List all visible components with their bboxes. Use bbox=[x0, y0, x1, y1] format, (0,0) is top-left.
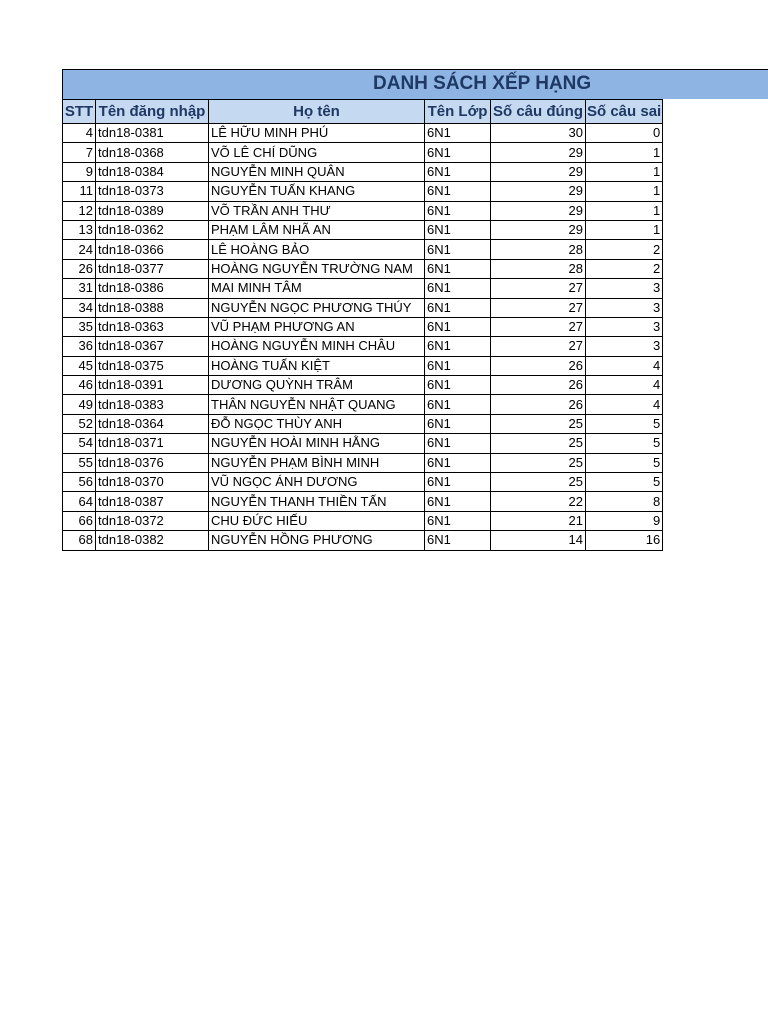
cell-wrong: 5 bbox=[586, 453, 663, 472]
cell-wrong: 5 bbox=[586, 434, 663, 453]
cell-class: 6N1 bbox=[425, 356, 491, 375]
cell-class: 6N1 bbox=[425, 182, 491, 201]
cell-username: tdn18-0363 bbox=[96, 317, 209, 336]
cell-username: tdn18-0362 bbox=[96, 220, 209, 239]
table-row bbox=[63, 220, 663, 239]
table-row bbox=[63, 337, 663, 356]
cell-username: tdn18-0382 bbox=[96, 531, 209, 550]
cell-correct: 28 bbox=[491, 240, 586, 259]
table-row bbox=[63, 298, 663, 317]
cell-correct: 26 bbox=[491, 376, 586, 395]
cell-stt: 45 bbox=[63, 356, 96, 375]
cell-correct: 29 bbox=[491, 220, 586, 239]
cell-stt: 46 bbox=[63, 376, 96, 395]
cell-class: 6N1 bbox=[425, 414, 491, 433]
cell-correct: 27 bbox=[491, 279, 586, 298]
cell-correct: 29 bbox=[491, 201, 586, 220]
cell-wrong: 3 bbox=[586, 337, 663, 356]
cell-fullname: HOÀNG TUẤN KIỆT bbox=[209, 356, 425, 375]
cell-stt: 4 bbox=[63, 124, 96, 143]
cell-class: 6N1 bbox=[425, 511, 491, 530]
cell-correct: 30 bbox=[491, 124, 586, 143]
cell-wrong: 2 bbox=[586, 259, 663, 278]
cell-username: tdn18-0376 bbox=[96, 453, 209, 472]
cell-correct: 26 bbox=[491, 356, 586, 375]
cell-stt: 55 bbox=[63, 453, 96, 472]
cell-wrong: 2 bbox=[586, 240, 663, 259]
cell-username: tdn18-0366 bbox=[96, 240, 209, 259]
cell-class: 6N1 bbox=[425, 473, 491, 492]
cell-class: 6N1 bbox=[425, 201, 491, 220]
cell-stt: 66 bbox=[63, 511, 96, 530]
cell-fullname: MAI MINH TÂM bbox=[209, 279, 425, 298]
cell-fullname: HOÀNG NGUYỄN TRƯỜNG NAM bbox=[209, 259, 425, 278]
cell-stt: 31 bbox=[63, 279, 96, 298]
cell-class: 6N1 bbox=[425, 220, 491, 239]
cell-stt: 24 bbox=[63, 240, 96, 259]
cell-correct: 27 bbox=[491, 298, 586, 317]
cell-class: 6N1 bbox=[425, 453, 491, 472]
cell-wrong: 3 bbox=[586, 317, 663, 336]
cell-fullname: THÂN NGUYỄN NHẬT QUANG bbox=[209, 395, 425, 414]
cell-username: tdn18-0391 bbox=[96, 376, 209, 395]
cell-username: tdn18-0386 bbox=[96, 279, 209, 298]
cell-correct: 29 bbox=[491, 182, 586, 201]
cell-fullname: VÕ LÊ CHÍ DŨNG bbox=[209, 143, 425, 162]
cell-fullname: PHẠM LÂM NHÃ AN bbox=[209, 220, 425, 239]
cell-username: tdn18-0367 bbox=[96, 337, 209, 356]
header-row bbox=[63, 100, 663, 124]
cell-stt: 9 bbox=[63, 162, 96, 181]
cell-username: tdn18-0387 bbox=[96, 492, 209, 511]
cell-wrong: 4 bbox=[586, 376, 663, 395]
cell-wrong: 1 bbox=[586, 143, 663, 162]
cell-class: 6N1 bbox=[425, 337, 491, 356]
table-row bbox=[63, 395, 663, 414]
cell-fullname: LÊ HOÀNG BẢO bbox=[209, 240, 425, 259]
table-row bbox=[63, 240, 663, 259]
cell-stt: 7 bbox=[63, 143, 96, 162]
table-row bbox=[63, 414, 663, 433]
ranking-table bbox=[62, 99, 663, 551]
cell-wrong: 0 bbox=[586, 124, 663, 143]
cell-wrong: 4 bbox=[586, 356, 663, 375]
cell-wrong: 16 bbox=[586, 531, 663, 550]
cell-username: tdn18-0371 bbox=[96, 434, 209, 453]
cell-wrong: 1 bbox=[586, 201, 663, 220]
cell-fullname: LÊ HỮU MINH PHÚ bbox=[209, 124, 425, 143]
cell-stt: 52 bbox=[63, 414, 96, 433]
cell-correct: 25 bbox=[491, 453, 586, 472]
table-row bbox=[63, 124, 663, 143]
cell-wrong: 9 bbox=[586, 511, 663, 530]
cell-stt: 35 bbox=[63, 317, 96, 336]
cell-fullname: NGUYỄN HOÀI MINH HẰNG bbox=[209, 434, 425, 453]
table-row bbox=[63, 317, 663, 336]
table-row bbox=[63, 356, 663, 375]
cell-stt: 54 bbox=[63, 434, 96, 453]
cell-fullname: NGUYỄN TUẤN KHANG bbox=[209, 182, 425, 201]
cell-class: 6N1 bbox=[425, 531, 491, 550]
cell-class: 6N1 bbox=[425, 240, 491, 259]
cell-stt: 56 bbox=[63, 473, 96, 492]
cell-correct: 14 bbox=[491, 531, 586, 550]
cell-fullname: HOÀNG NGUYỄN MINH CHÂU bbox=[209, 337, 425, 356]
cell-correct: 22 bbox=[491, 492, 586, 511]
table-row bbox=[63, 511, 663, 530]
cell-fullname: NGUYỄN MINH QUÂN bbox=[209, 162, 425, 181]
cell-correct: 28 bbox=[491, 259, 586, 278]
table-body bbox=[63, 124, 663, 551]
cell-class: 6N1 bbox=[425, 162, 491, 181]
cell-class: 6N1 bbox=[425, 434, 491, 453]
cell-class: 6N1 bbox=[425, 279, 491, 298]
cell-fullname: VŨ NGỌC ÁNH DƯƠNG bbox=[209, 473, 425, 492]
header-wrong: Số câu sai bbox=[586, 100, 663, 124]
table-row bbox=[63, 473, 663, 492]
cell-username: tdn18-0370 bbox=[96, 473, 209, 492]
cell-fullname: VŨ PHẠM PHƯƠNG AN bbox=[209, 317, 425, 336]
cell-class: 6N1 bbox=[425, 124, 491, 143]
cell-fullname: NGUYỄN PHẠM BÌNH MINH bbox=[209, 453, 425, 472]
cell-wrong: 1 bbox=[586, 162, 663, 181]
cell-fullname: NGUYỄN HỒNG PHƯƠNG bbox=[209, 531, 425, 550]
cell-fullname: DƯƠNG QUỲNH TRÂM bbox=[209, 376, 425, 395]
cell-username: tdn18-0383 bbox=[96, 395, 209, 414]
cell-correct: 25 bbox=[491, 434, 586, 453]
cell-stt: 64 bbox=[63, 492, 96, 511]
cell-correct: 27 bbox=[491, 317, 586, 336]
table-row bbox=[63, 162, 663, 181]
cell-wrong: 1 bbox=[586, 220, 663, 239]
cell-username: tdn18-0375 bbox=[96, 356, 209, 375]
table-row bbox=[63, 259, 663, 278]
cell-stt: 34 bbox=[63, 298, 96, 317]
cell-class: 6N1 bbox=[425, 317, 491, 336]
cell-username: tdn18-0372 bbox=[96, 511, 209, 530]
table-row bbox=[63, 143, 663, 162]
cell-stt: 26 bbox=[63, 259, 96, 278]
cell-correct: 25 bbox=[491, 414, 586, 433]
table-row bbox=[63, 492, 663, 511]
cell-username: tdn18-0384 bbox=[96, 162, 209, 181]
cell-class: 6N1 bbox=[425, 143, 491, 162]
cell-stt: 49 bbox=[63, 395, 96, 414]
cell-class: 6N1 bbox=[425, 259, 491, 278]
cell-correct: 21 bbox=[491, 511, 586, 530]
header-class: Tên Lớp bbox=[425, 100, 491, 124]
cell-fullname: VÕ TRẦN ANH THƯ bbox=[209, 201, 425, 220]
cell-correct: 25 bbox=[491, 473, 586, 492]
title-bar bbox=[62, 69, 768, 99]
header-correct: Số câu đúng bbox=[491, 100, 586, 124]
cell-wrong: 1 bbox=[586, 182, 663, 201]
cell-class: 6N1 bbox=[425, 298, 491, 317]
page-title: DANH SÁCH XẾP HẠNG bbox=[373, 73, 592, 94]
table-row bbox=[63, 279, 663, 298]
cell-stt: 68 bbox=[63, 531, 96, 550]
cell-username: tdn18-0368 bbox=[96, 143, 209, 162]
cell-wrong: 5 bbox=[586, 473, 663, 492]
cell-wrong: 3 bbox=[586, 298, 663, 317]
cell-stt: 36 bbox=[63, 337, 96, 356]
cell-username: tdn18-0377 bbox=[96, 259, 209, 278]
header-username: Tên đăng nhập bbox=[96, 100, 209, 124]
cell-wrong: 5 bbox=[586, 414, 663, 433]
cell-wrong: 4 bbox=[586, 395, 663, 414]
cell-class: 6N1 bbox=[425, 376, 491, 395]
cell-wrong: 3 bbox=[586, 279, 663, 298]
table-row bbox=[63, 182, 663, 201]
cell-fullname: NGUYỄN THANH THIỀN TẤN bbox=[209, 492, 425, 511]
cell-fullname: CHU ĐỨC HIẾU bbox=[209, 511, 425, 530]
table-row bbox=[63, 434, 663, 453]
cell-username: tdn18-0389 bbox=[96, 201, 209, 220]
cell-class: 6N1 bbox=[425, 492, 491, 511]
cell-stt: 13 bbox=[63, 220, 96, 239]
cell-class: 6N1 bbox=[425, 395, 491, 414]
table-row bbox=[63, 453, 663, 472]
cell-correct: 26 bbox=[491, 395, 586, 414]
cell-username: tdn18-0381 bbox=[96, 124, 209, 143]
header-fullname: Họ tên bbox=[209, 100, 425, 124]
cell-fullname: NGUYỄN NGỌC PHƯƠNG THÚY bbox=[209, 298, 425, 317]
cell-username: tdn18-0388 bbox=[96, 298, 209, 317]
cell-username: tdn18-0364 bbox=[96, 414, 209, 433]
cell-correct: 29 bbox=[491, 162, 586, 181]
cell-username: tdn18-0373 bbox=[96, 182, 209, 201]
table-row bbox=[63, 201, 663, 220]
cell-stt: 12 bbox=[63, 201, 96, 220]
cell-correct: 27 bbox=[491, 337, 586, 356]
table-row bbox=[63, 376, 663, 395]
cell-correct: 29 bbox=[491, 143, 586, 162]
cell-wrong: 8 bbox=[586, 492, 663, 511]
cell-stt: 11 bbox=[63, 182, 96, 201]
header-stt: STT bbox=[63, 100, 96, 124]
cell-fullname: ĐỖ NGỌC THÙY ANH bbox=[209, 414, 425, 433]
table-row bbox=[63, 531, 663, 550]
